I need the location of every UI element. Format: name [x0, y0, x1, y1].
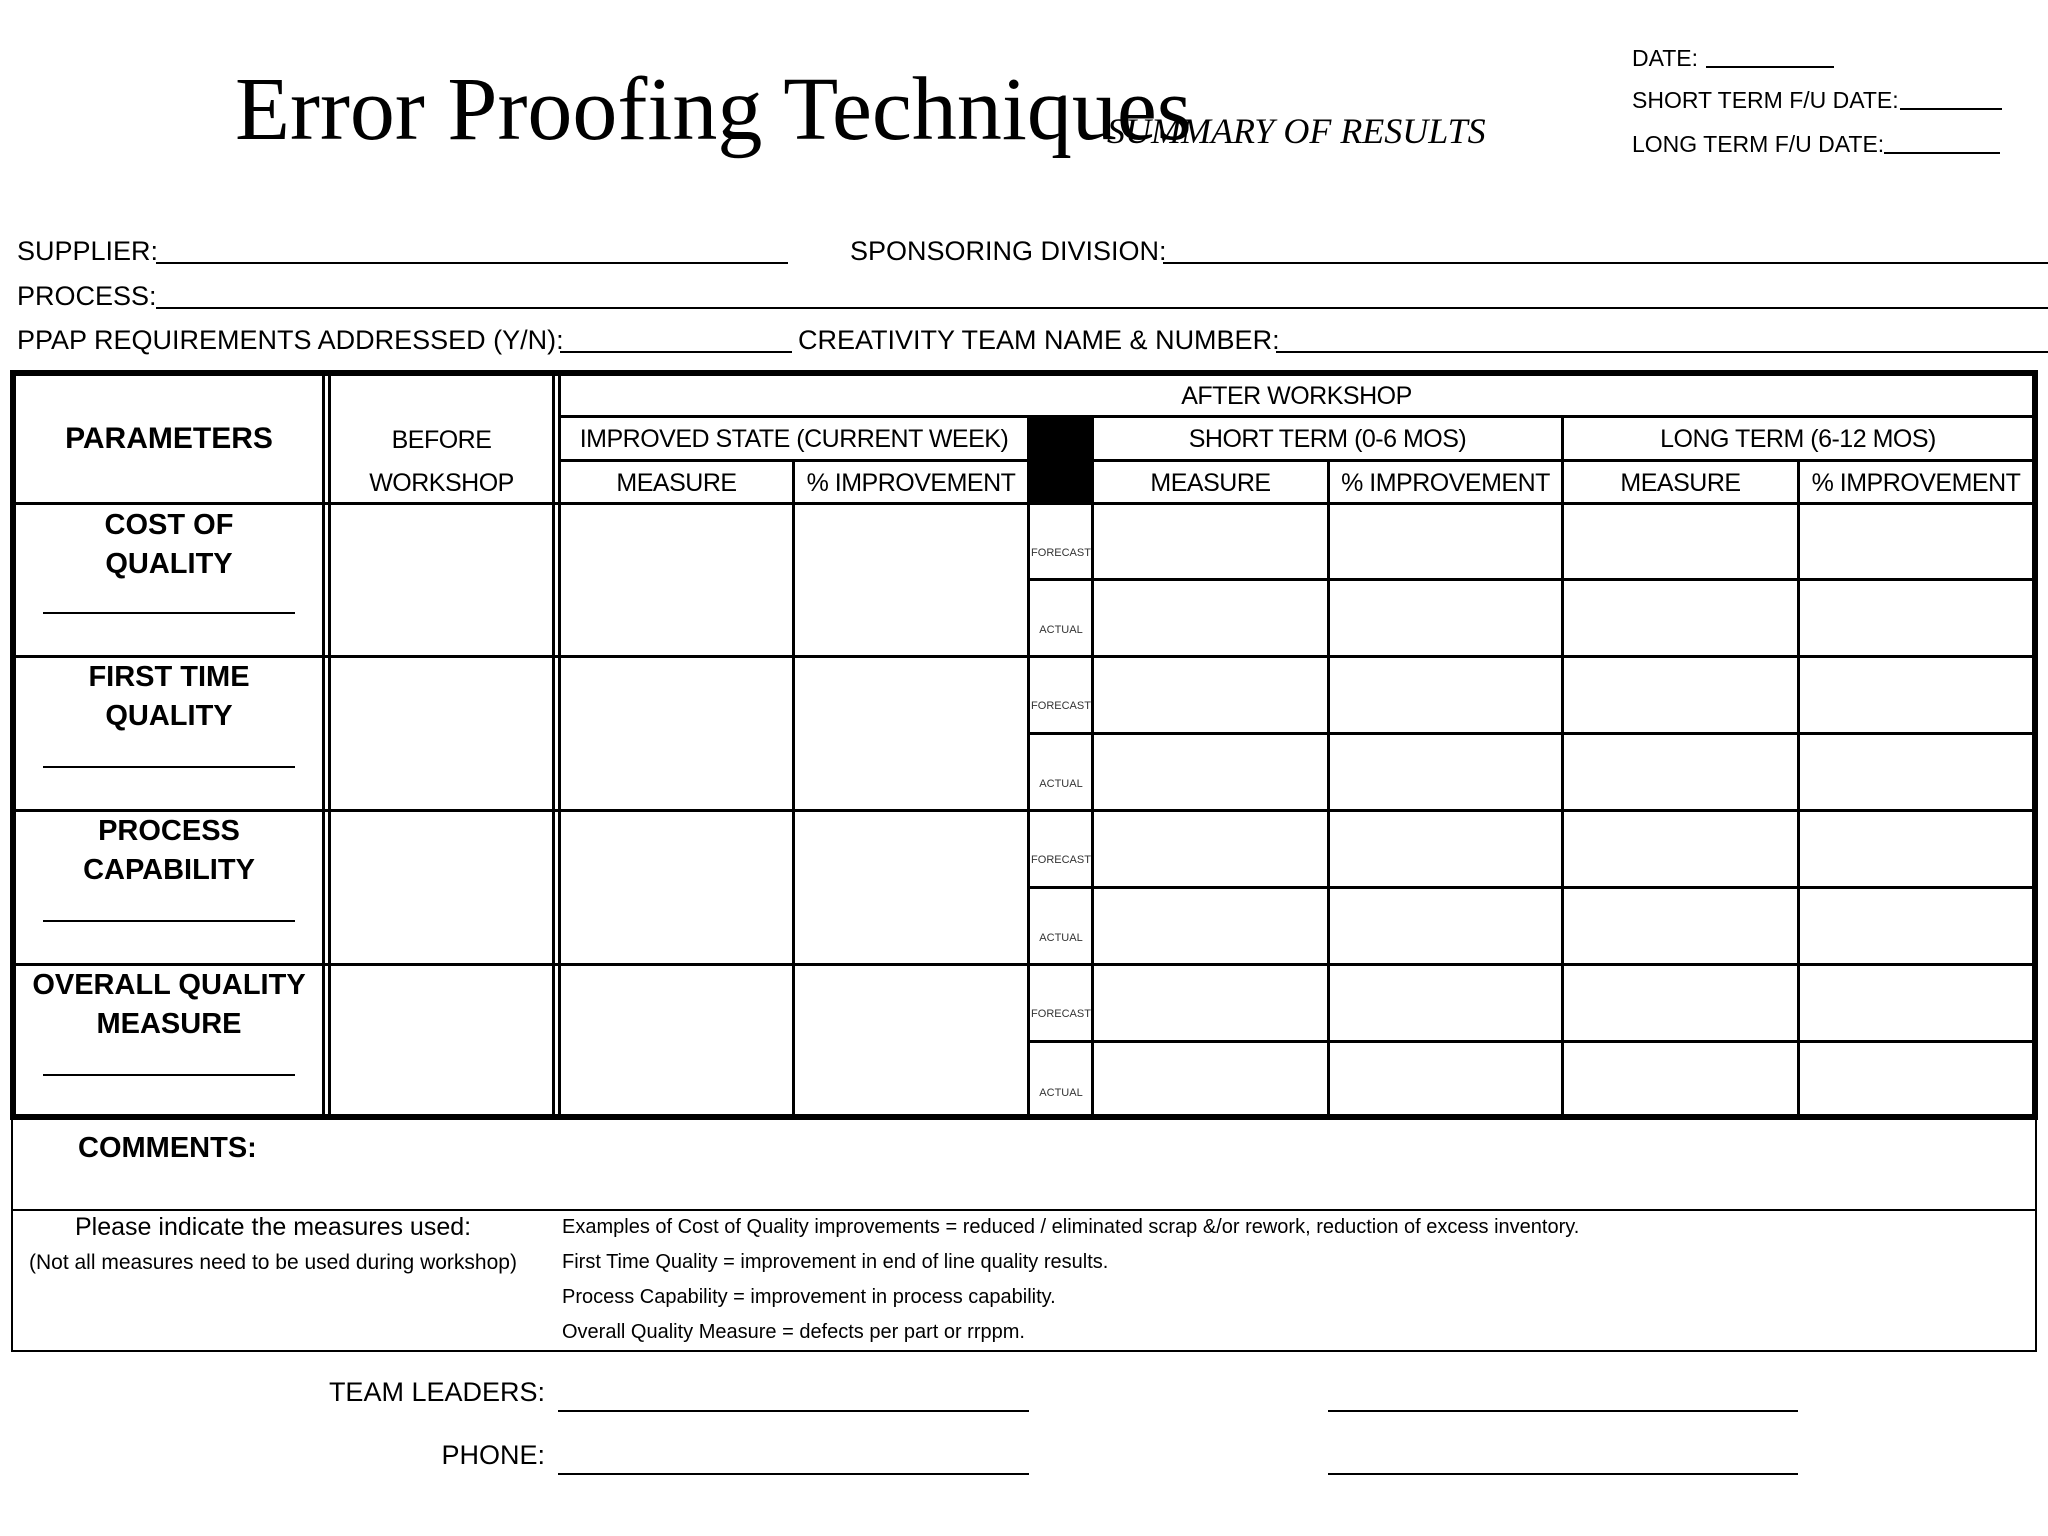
example-overall-quality-measure: Overall Quality Measure = defects per part or rrppm. — [562, 1321, 1025, 1343]
divider — [1028, 578, 2034, 581]
actual-label: ACTUAL — [1039, 1087, 1083, 1099]
actual-label: ACTUAL — [1039, 932, 1083, 944]
black-separator-cell — [1028, 416, 1092, 504]
actual-label: ACTUAL — [1039, 778, 1083, 790]
divider — [11, 1209, 2037, 1211]
parameter-cost-of-quality-field[interactable] — [43, 612, 295, 614]
improved-measure-header: MEASURE — [616, 468, 737, 497]
before-workshop-header-line1: BEFORE — [391, 425, 492, 454]
sponsoring-division-field[interactable] — [1163, 262, 2048, 264]
short-term-measure-header: MEASURE — [1150, 468, 1271, 497]
form-subtitle: SUMMARY OF RESULTS — [1107, 111, 1486, 151]
process-label: PROCESS: — [17, 281, 157, 311]
parameter-line1: COST OF — [104, 509, 234, 541]
divider — [1028, 886, 2034, 889]
example-cost-of-quality: Examples of Cost of Quality improvements = reduced / eliminated scrap &/or rework, reduction of excess inventory. — [562, 1216, 1580, 1238]
team-leader-2-field[interactable] — [1328, 1410, 1798, 1412]
parameter-line2: CAPABILITY — [83, 854, 255, 886]
parameter-line1: OVERALL QUALITY — [32, 969, 306, 1001]
table-border-bottom — [10, 1114, 2038, 1120]
supplier-label: SUPPLIER: — [17, 236, 159, 266]
date-field[interactable] — [1706, 66, 1834, 68]
team-leaders-label: TEAM LEADERS: — [328, 1377, 545, 1407]
improved-state-header: IMPROVED STATE (CURRENT WEEK) — [579, 424, 1009, 453]
parameter-line1: PROCESS — [98, 815, 240, 847]
long-term-fu-date-field[interactable] — [1884, 152, 2000, 154]
comments-label: COMMENTS: — [78, 1132, 257, 1164]
measures-note: (Not all measures need to be used during workshop) — [29, 1251, 517, 1274]
date-label: DATE: — [1632, 45, 1699, 71]
divider — [552, 373, 555, 1117]
parameter-overall-quality-measure — [16, 966, 322, 1044]
long-term-fu-date-label: LONG TERM F/U DATE: — [1632, 131, 1885, 157]
parameter-first-time-quality-field[interactable] — [43, 766, 295, 768]
parameter-process-capability — [16, 812, 322, 890]
divider — [322, 373, 325, 1117]
creativity-team-field[interactable] — [1276, 351, 2048, 353]
forecast-label: FORECAST — [1031, 547, 1091, 559]
divider — [1561, 416, 1564, 1117]
table-border-right — [2032, 370, 2038, 1120]
process-field[interactable] — [156, 307, 2048, 309]
divider — [2035, 1118, 2037, 1352]
forecast-label: FORECAST — [1031, 700, 1091, 712]
parameter-line2: QUALITY — [105, 700, 233, 732]
long-term-header: LONG TERM (6-12 MOS) — [1660, 424, 1936, 453]
divider — [11, 1118, 13, 1352]
divider — [11, 1350, 2037, 1352]
form-title: Error Proofing Techniques — [235, 60, 1192, 159]
measures-title: Please indicate the measures used: — [75, 1213, 472, 1241]
divider — [1797, 460, 1800, 1117]
parameter-process-capability-field[interactable] — [43, 920, 295, 922]
divider — [1028, 732, 2034, 735]
parameter-line1: FIRST TIME — [88, 661, 250, 693]
team-leader-1-field[interactable] — [558, 1410, 1029, 1412]
divider — [792, 460, 795, 1117]
parameter-overall-quality-measure-field[interactable] — [43, 1074, 295, 1076]
parameter-cost-of-quality — [16, 506, 322, 584]
supplier-field[interactable] — [156, 262, 788, 264]
creativity-team-label: CREATIVITY TEAM NAME & NUMBER: — [798, 325, 1280, 355]
parameter-first-time-quality — [16, 658, 322, 736]
short-term-fu-date-field[interactable] — [1900, 108, 2002, 110]
actual-label: ACTUAL — [1039, 624, 1083, 636]
example-process-capability: Process Capability = improvement in process capability. — [562, 1286, 1056, 1308]
parameter-line2: MEASURE — [96, 1008, 242, 1040]
short-term-header: SHORT TERM (0-6 MOS) — [1188, 424, 1467, 453]
after-workshop-header: AFTER WORKSHOP — [1181, 381, 1412, 410]
ppap-label: PPAP REQUIREMENTS ADDRESSED (Y/N): — [17, 325, 564, 355]
before-workshop-header-line2: WORKSHOP — [369, 468, 514, 497]
forecast-label: FORECAST — [1031, 1008, 1091, 1020]
sponsoring-division-label: SPONSORING DIVISION: — [850, 236, 1167, 266]
long-term-measure-header: MEASURE — [1620, 468, 1741, 497]
phone-1-field[interactable] — [558, 1473, 1029, 1475]
parameter-line2: QUALITY — [105, 548, 233, 580]
short-term-pct-header: % IMPROVEMENT — [1341, 468, 1550, 497]
phone-label: PHONE: — [441, 1440, 545, 1470]
long-term-pct-header: % IMPROVEMENT — [1811, 468, 2021, 497]
parameters-header: PARAMETERS — [65, 422, 273, 455]
phone-2-field[interactable] — [1328, 1473, 1798, 1475]
short-term-fu-date-label: SHORT TERM F/U DATE: — [1632, 87, 1899, 113]
divider — [1028, 1040, 2034, 1043]
ppap-field[interactable] — [560, 351, 792, 353]
example-first-time-quality: First Time Quality = improvement in end of line quality results. — [562, 1251, 1109, 1273]
forecast-label: FORECAST — [1031, 854, 1091, 866]
improved-pct-header: % IMPROVEMENT — [806, 468, 1016, 497]
divider — [1327, 460, 1330, 1117]
